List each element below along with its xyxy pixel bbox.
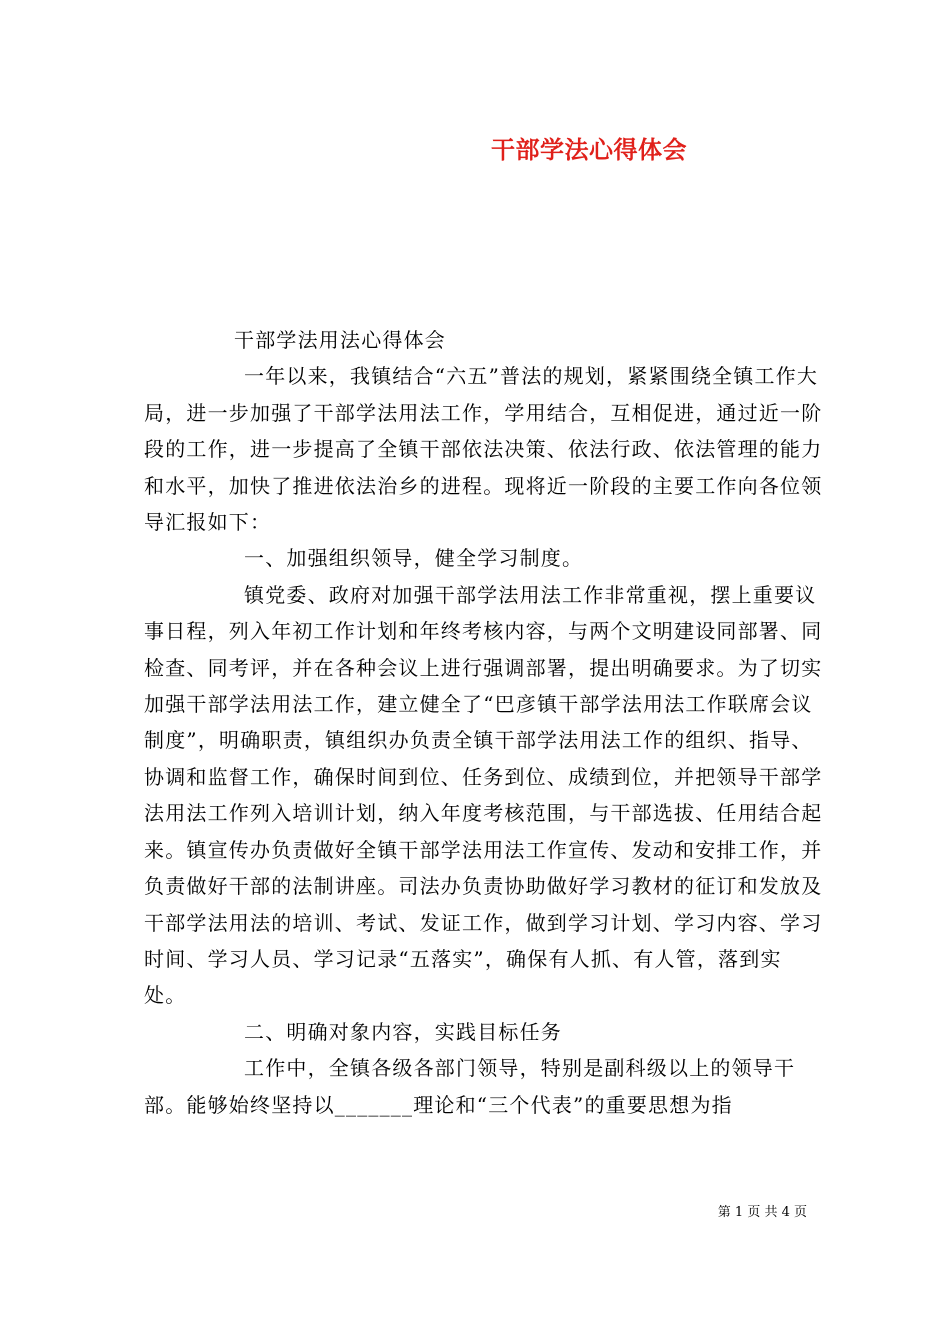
document-body xyxy=(144,322,824,1123)
section-heading-2: 二、明确对象内容，实践目标任务 xyxy=(244,1019,562,1044)
paragraph-section-2: 工作中，全镇各级各部门领导，特别是副科级以上的领导干部。能够始终坚持以_______理论和“三个代表”的重要思想为指 xyxy=(144,1056,796,1117)
paragraph-section-1: 镇党委、政府对加强干部学法用法工作非常重视，摆上重要议事日程，列入年初工作计划和年终考核内容，与两个文明建设同部署、同检查、同考评，并在各种会议上进行强调部署，提出明确要求。为了切实加强干部学法用法工作，建立健全了“巴彦镇干部学法用法工作联席会议制度”，明确职责，镇组织办负责全镇干部学法用法工作的组织、指导、协调和监督工作，确保时间到位、任务到位、成绩到位，并把领导干部学法用法工作列入培训计划，纳入年度考核范围，与干部选拔、任用结合起来。镇宣传办负责做好全镇干部学法用法工作宣传、发动和安排工作，并负责做好干部的法制讲座。司法办负责协助做好学习教材的征订和发放及干部学法用法的培训、考试、发证工作，做到学习计划、学习内容、学习时间、学习人员、学习记录“五落实”，确保有人抓、有人管，落到实处。 xyxy=(144,582,823,1008)
document-subtitle: 干部学法用法心得体会 xyxy=(234,328,446,352)
section-heading-1: 一、加强组织领导，健全学习制度。 xyxy=(244,546,584,571)
paragraph-intro: 一年以来，我镇结合“六五”普法的规划，紧紧围绕全镇工作大局，进一步加强了干部学法用法工作，学用结合，互相促进，通过近一阶段的工作，进一步提高了全镇干部依法决策、依法行政、依法管理的能力和水平，加快了推进依法治乡的进程。现将近一阶段的主要工作向各位领导汇报如下： xyxy=(144,364,823,535)
page-number-footer: 第 1 页 共 4 页 xyxy=(717,1205,807,1220)
document-title: 干部学法心得体会 xyxy=(491,135,687,164)
